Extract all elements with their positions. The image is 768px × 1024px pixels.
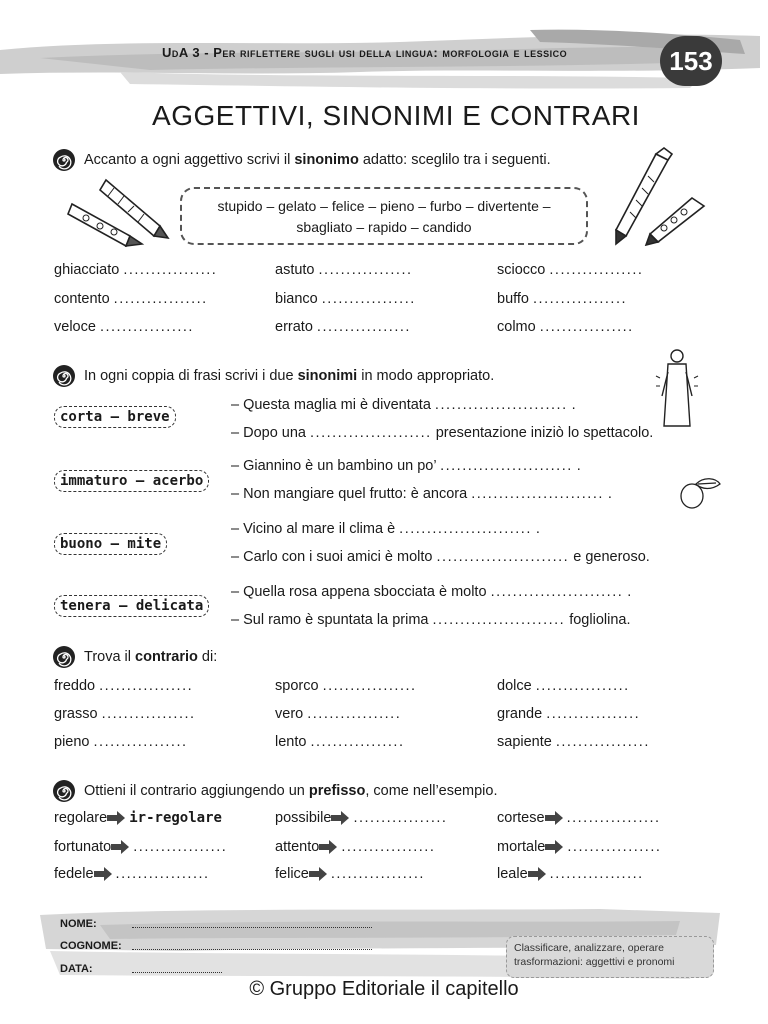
pens-illustration <box>606 146 718 246</box>
spiral-icon <box>52 645 76 669</box>
fruit-illustration <box>678 472 722 512</box>
arrow-right-icon <box>94 867 112 881</box>
arrow-right-icon <box>319 840 337 854</box>
arrow-right-icon <box>331 811 349 825</box>
arrow-right-icon <box>309 867 327 881</box>
ex1-word: ghiacciato ................. <box>54 262 218 278</box>
date-label: DATA: <box>60 963 93 975</box>
arrow-right-icon <box>545 840 563 854</box>
unit-header: UdA 3 - Per riflettere sugli usi della lingua: morfologia e lessico <box>162 45 568 60</box>
ex1-word: sciocco ................. <box>497 262 644 278</box>
header-brush-stroke <box>0 28 768 98</box>
ex4-item: mortale ................. <box>497 839 662 855</box>
ex4-item: cortese ................. <box>497 810 661 826</box>
ex3-instruction: Trova il contrario di: <box>84 649 218 665</box>
sentence: – Questa maglia mi è diventata ........................ . <box>231 397 576 413</box>
word-choice-list: stupido – gelato – felice – pieno – furbo – divertente – sbagliato – rapido – candido <box>217 198 551 235</box>
crayons-illustration <box>64 172 172 250</box>
synonym-pair-tag: immaturo – acerbo <box>54 470 209 492</box>
sentence: – Dopo una ...................... presentazione iniziò lo spettacolo. <box>231 425 654 441</box>
ex3-word: grande ................. <box>497 706 641 722</box>
ex3-word: lento ................. <box>275 734 405 750</box>
page-number: 153 <box>669 46 713 76</box>
arrow-right-icon <box>528 867 546 881</box>
date-field[interactable] <box>132 962 222 973</box>
sentence: – Sul ramo è spuntata la prima ........................ fogliolina. <box>231 612 631 628</box>
ex4-item: fortunato ................. <box>54 839 228 855</box>
ex1-word: astuto ................. <box>275 262 413 278</box>
ex1-word: veloce ................. <box>54 319 194 335</box>
ex3-word: vero ................. <box>275 706 402 722</box>
ex4-instruction: Ottieni il contrario aggiungendo un prefisso, come nell’esempio. <box>84 783 498 799</box>
sentence: – Giannino è un bambino un po’ ........................ . <box>231 458 581 474</box>
arrow-right-icon <box>111 840 129 854</box>
spiral-icon <box>52 779 76 803</box>
ex1-word: bianco ................. <box>275 291 416 307</box>
ex4-item: leale ................. <box>497 866 644 882</box>
synonym-pair-tag: corta – breve <box>54 406 176 428</box>
name-label: NOME: <box>60 918 97 930</box>
ex4-item: fedele ................. <box>54 866 210 882</box>
ex4-item: attento ................. <box>275 839 436 855</box>
ex3-word: sapiente ................. <box>497 734 650 750</box>
example-answer: ir-regolare <box>129 810 222 826</box>
sentence: – Quella rosa appena sbocciata è molto ........................ . <box>231 584 632 600</box>
ex1-instruction: Accanto a ogni aggettivo scrivi il sinonimo adatto: sceglilo tra i seguenti. <box>84 152 551 168</box>
sentence: – Non mangiare quel frutto: è ancora ........................ . <box>231 486 612 502</box>
surname-field[interactable] <box>132 939 372 950</box>
page-number-badge <box>660 36 722 86</box>
sentence: – Carlo con i suoi amici è molto ........................ e generoso. <box>231 549 650 565</box>
ex3-word: dolce ................. <box>497 678 630 694</box>
ex3-word: pieno ................. <box>54 734 188 750</box>
sentence: – Vicino al mare il clima è ........................ . <box>231 521 540 537</box>
spiral-icon <box>52 148 76 172</box>
synonym-pair-tag: tenera – delicata <box>54 595 209 617</box>
page-title: AGGETTIVI, SINONIMI E CONTRARI <box>152 100 640 131</box>
spiral-icon <box>52 364 76 388</box>
copyright: © Gruppo Editoriale il capitello <box>249 978 519 1000</box>
ex3-word: grasso ................. <box>54 706 196 722</box>
surname-label: COGNOME: <box>60 940 122 952</box>
ex1-word: contento ................. <box>54 291 208 307</box>
ex1-word: errato ................. <box>275 319 411 335</box>
synonym-pair-tag: buono – mite <box>54 533 167 555</box>
ex4-item: possibile ................. <box>275 810 448 826</box>
ex1-word: buffo ................. <box>497 291 628 307</box>
robed-figure-illustration <box>654 346 700 430</box>
ex3-word: freddo ................. <box>54 678 194 694</box>
ex1-word: colmo ................. <box>497 319 634 335</box>
objective-note: Classificare, analizzare, operare trasformazioni: aggettivi e pronomi <box>514 942 675 968</box>
ex2-instruction: In ogni coppia di frasi scrivi i due sinonimi in modo appropriato. <box>84 368 495 384</box>
ex3-word: sporco ................. <box>275 678 417 694</box>
ex4-item: regolare ir-regolare <box>54 810 222 826</box>
ex4-item: felice ................. <box>275 866 425 882</box>
arrow-right-icon <box>107 811 125 825</box>
arrow-right-icon <box>545 811 563 825</box>
name-field[interactable] <box>132 917 372 928</box>
